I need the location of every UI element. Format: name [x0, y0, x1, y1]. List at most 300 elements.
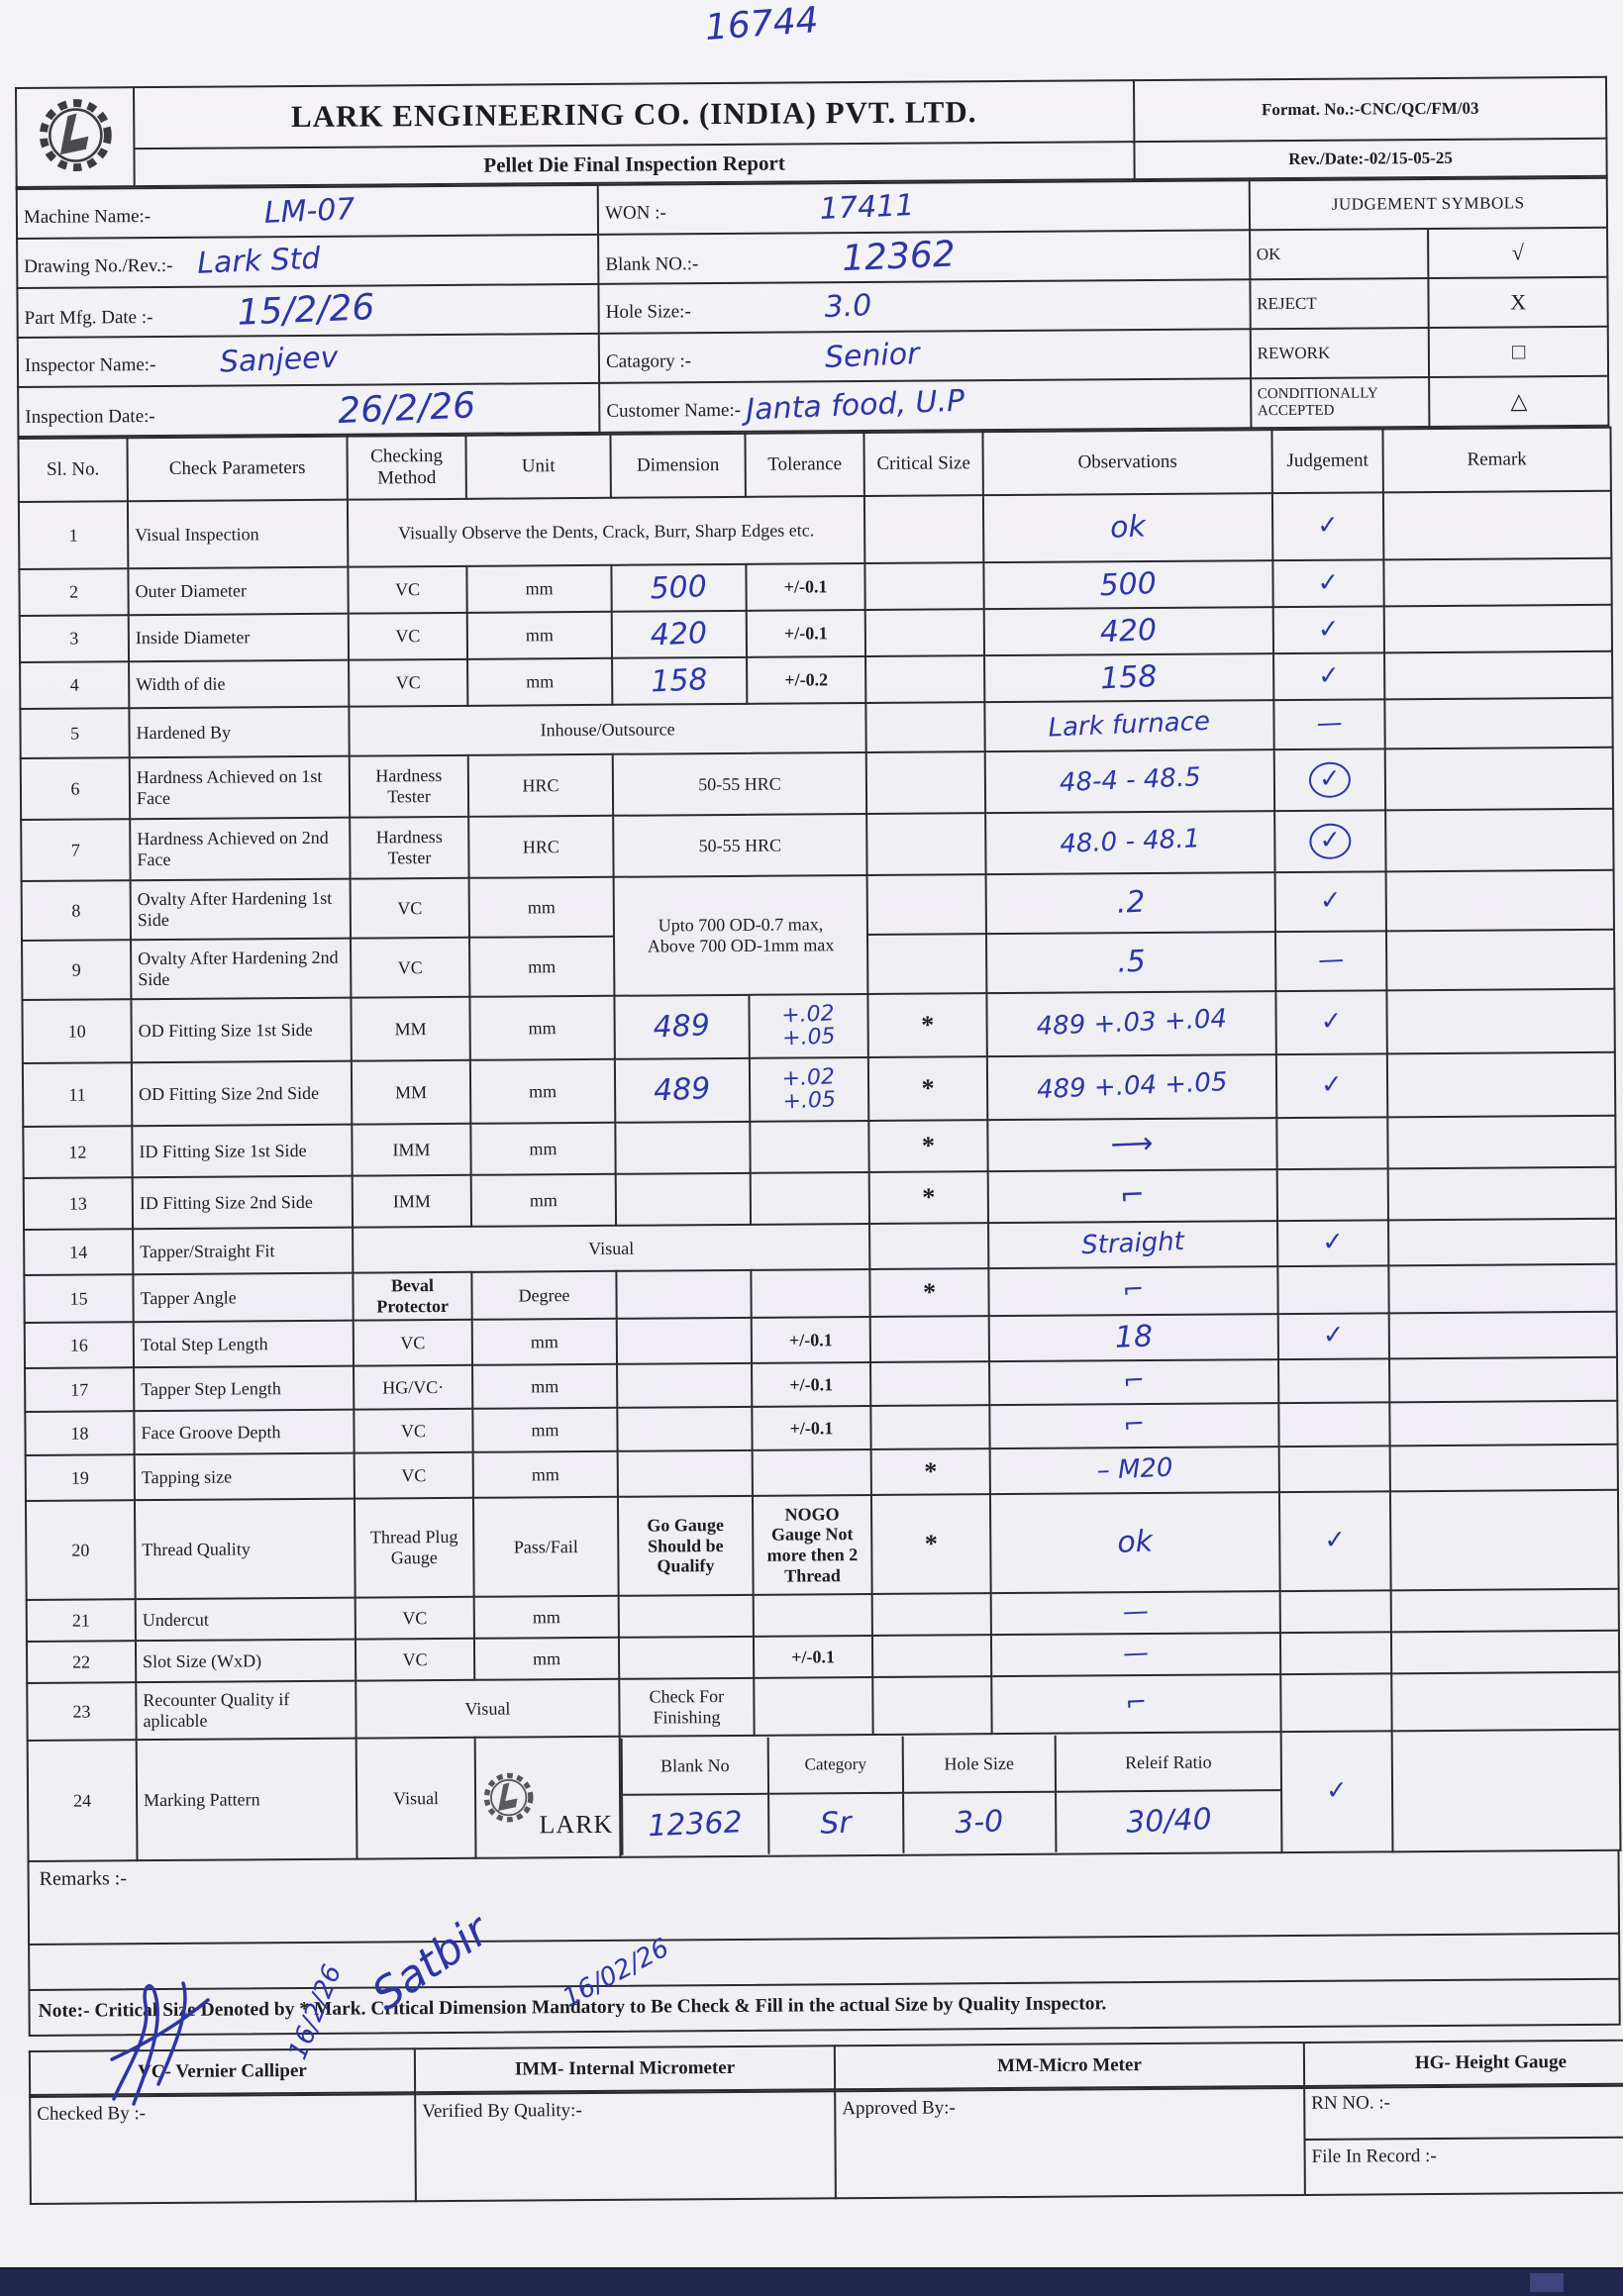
observation-cell: 500	[983, 560, 1272, 609]
dimension-cell	[619, 1637, 754, 1679]
remark-cell	[1386, 870, 1614, 932]
category-label: Catagory :-	[606, 350, 692, 373]
judgement-ok-symbol: √	[1428, 228, 1607, 278]
judgement-cell: ✓	[1272, 559, 1383, 607]
method-span-cell: Visually Observe the Dents, Crack, Burr, Sharp Edges etc.	[348, 496, 864, 567]
observation-cell: ⟶	[987, 1118, 1276, 1171]
tolerance-cell	[751, 1269, 869, 1318]
sl-no-cell: 3	[20, 615, 129, 662]
critical-cell: *	[869, 1268, 988, 1317]
tolerance-cell: +/-0.1	[752, 1406, 870, 1450]
observation-cell: 420	[984, 607, 1273, 655]
category-value: Senior	[824, 337, 921, 376]
remark-cell	[1386, 989, 1614, 1054]
judgement-cell: —	[1275, 931, 1386, 991]
critical-cell: *	[868, 1120, 987, 1172]
won-value: 17411	[818, 188, 915, 228]
sl-no-cell: 16	[25, 1322, 134, 1368]
param-cell: Face Groove Depth	[134, 1410, 354, 1455]
dimension-tolerance-span-cell: Upto 700 OD-0.7 max, Above 700 OD-1mm max	[614, 875, 868, 996]
remark-cell	[1390, 1490, 1619, 1591]
critical-cell: *	[868, 1056, 987, 1121]
tolerance-cell	[754, 1594, 872, 1637]
checked-by-signature	[104, 1960, 349, 2120]
legend-hg: HG- Height Gauge	[1304, 2040, 1623, 2086]
unit-cell: mm	[472, 1319, 617, 1365]
sl-no-cell: 5	[20, 708, 129, 758]
judgement-cell: ✓	[1281, 1731, 1393, 1852]
param-cell: ID Fitting Size 2nd Side	[133, 1176, 353, 1230]
dimension-tolerance-cell: 50-55 HRC	[613, 752, 866, 816]
param-cell: Undercut	[136, 1598, 355, 1642]
observation-cell: ⌐	[988, 1169, 1277, 1223]
dimension-cell	[616, 1270, 751, 1319]
critical-cell	[872, 1593, 991, 1636]
inspection-form	[15, 76, 1622, 2205]
dimension-cell	[617, 1363, 752, 1408]
dimension-cell	[617, 1318, 752, 1364]
param-cell: Inside Diameter	[129, 614, 349, 662]
marking-logo-cell	[475, 1737, 621, 1858]
remark-cell	[1385, 748, 1613, 811]
critical-cell	[870, 1316, 989, 1362]
sl-no-cell: 20	[26, 1500, 136, 1600]
header-band	[15, 76, 1608, 188]
legend-imm: IMM- Internal Micrometer	[415, 2046, 835, 2092]
remark-cell	[1388, 1219, 1616, 1266]
remark-cell	[1386, 930, 1614, 991]
scan-edge-bar	[0, 2267, 1623, 2296]
unit-cell: mm	[471, 1174, 616, 1227]
sl-no-cell: 19	[26, 1454, 135, 1501]
method-cell: VC	[355, 1639, 474, 1681]
remark-cell	[1387, 1052, 1615, 1118]
critical-cell	[867, 874, 986, 935]
dimension-cell: 489	[614, 995, 749, 1059]
observation-cell: ok	[990, 1492, 1280, 1593]
info-grid	[16, 177, 1610, 438]
method-cell: VC	[351, 938, 469, 998]
param-cell: Tapper Angle	[133, 1273, 353, 1323]
col-critical-size: Critical Size	[863, 432, 982, 496]
approved-by-cell	[835, 2088, 1305, 2198]
marking-hole-size-header: Hole Size	[902, 1736, 1056, 1793]
unit-cell: mm	[467, 658, 612, 706]
sl-no-cell: 10	[22, 999, 131, 1063]
method-cell: VC	[355, 1452, 473, 1499]
observation-cell: Straight	[988, 1221, 1277, 1268]
col-unit: Unit	[465, 435, 610, 499]
tolerance-cell	[753, 1449, 871, 1496]
mfg-date-field	[17, 284, 598, 338]
param-cell: Tapper Step Length	[134, 1366, 354, 1412]
file-in-record-label: File In Record :-	[1311, 2146, 1437, 2167]
judgement-symbols-title: JUDGEMENT SYMBOLS	[1249, 178, 1607, 231]
observation-cell: ok	[983, 493, 1272, 562]
observation-cell: .2	[986, 872, 1275, 934]
observation-cell: Lark furnace	[984, 700, 1273, 751]
critical-cell	[870, 1405, 989, 1449]
marking-blank-no-value: 12362	[622, 1794, 768, 1855]
tolerance-cell	[750, 1121, 868, 1173]
observation-cell: – M20	[990, 1447, 1279, 1494]
col-sl-no: Sl. No.	[18, 438, 127, 502]
tolerance-cell: +/-0.1	[752, 1317, 870, 1363]
param-cell: OD Fitting Size 1st Side	[131, 998, 351, 1063]
judgement-cell: ✓	[1277, 1220, 1388, 1266]
critical-cell	[864, 562, 983, 610]
remark-cell	[1387, 1116, 1615, 1169]
method-cell: Beval Protector	[353, 1272, 471, 1321]
legend-mm: MM-Micro Meter	[835, 2043, 1304, 2089]
unit-cell: mm	[473, 1451, 618, 1498]
observation-cell: 489 +.04 +.05	[987, 1054, 1276, 1120]
remark-cell	[1388, 1167, 1616, 1221]
drawing-field	[17, 235, 598, 288]
method-span-cell: Visual	[353, 1224, 869, 1273]
judgement-cell: ✓	[1279, 1491, 1391, 1591]
inspector-field	[18, 334, 599, 387]
observation-cell: ⌐	[989, 1359, 1278, 1405]
marking-releif-ratio-header: Releif Ratio	[1056, 1734, 1280, 1792]
customer-label: Customer Name:-	[606, 400, 742, 423]
hole-size-value: 3.0	[823, 288, 872, 326]
table-row	[26, 1490, 1619, 1600]
checked-by-date: 16/2/26	[282, 1960, 349, 2064]
remark-cell	[1383, 491, 1611, 560]
critical-cell	[869, 1223, 988, 1269]
note-text: Note:- Critical Size Denoted by * Mark. Critical Dimension Mandatory to Be Check & Fill in the actual Size by Quality Inspector.	[28, 1978, 1620, 2037]
method-cell: Visual	[356, 1738, 476, 1859]
unit-cell: mm	[470, 1123, 615, 1175]
method-span-cell: Inhouse/Outsource	[349, 703, 865, 756]
observation-cell: 48.0 - 48.1	[985, 811, 1274, 874]
critical-cell: *	[871, 1494, 991, 1594]
judgement-cell	[1280, 1590, 1391, 1633]
col-check-parameters: Check Parameters	[127, 437, 347, 502]
method-cell: Thread Plug Gauge	[355, 1498, 474, 1598]
observation-cell: .5	[986, 932, 1275, 993]
scan-edge-notch	[1530, 2273, 1564, 2292]
method-cell: VC	[354, 1320, 472, 1366]
method-unit-span-cell: Visual	[355, 1679, 619, 1739]
judgement-cell: ✓	[1274, 749, 1385, 811]
remarks-section	[28, 1851, 1621, 1946]
method-cell: MM	[351, 997, 469, 1061]
unit-cell: mm	[470, 1059, 615, 1124]
table-header-row	[18, 428, 1610, 502]
remark-cell	[1390, 1445, 1618, 1492]
param-cell: Hardened By	[129, 707, 349, 758]
param-cell: Hardness Achieved on 2nd Face	[130, 818, 350, 881]
inspection-date-label: Inspection Date:-	[25, 406, 155, 429]
tolerance-cell	[754, 1677, 872, 1736]
critical-cell	[872, 1676, 991, 1735]
sl-no-cell: 8	[22, 880, 131, 941]
verified-by-date: 16/02/26	[558, 1933, 675, 2014]
dimension-cell: 489	[615, 1058, 750, 1123]
method-cell: VC	[348, 566, 466, 614]
lark-gear-stamp-icon	[482, 1754, 536, 1840]
mfg-date-label: Part Mfg. Date :-	[24, 307, 153, 330]
sl-no-cell: 18	[25, 1411, 134, 1455]
tolerance-cell: NOGO Gauge Not more then 2 Thread	[753, 1495, 872, 1595]
param-cell: Slot Size (WxD)	[136, 1640, 355, 1683]
col-tolerance: Tolerance	[745, 433, 863, 497]
remark-cell	[1388, 1264, 1616, 1314]
judgement-cell	[1280, 1632, 1391, 1674]
blank-no-label: Blank NO.:-	[605, 253, 699, 275]
judgement-cell: ✓	[1273, 652, 1384, 700]
judgement-cell	[1278, 1402, 1389, 1447]
machine-name-field	[17, 185, 598, 239]
unit-cell: HRC	[468, 754, 613, 817]
verified-by-label: Verified By Quality:-	[422, 2100, 582, 2123]
sl-no-cell: 6	[21, 757, 130, 820]
judgement-reject-symbol: X	[1429, 277, 1608, 328]
observation-cell: 18	[989, 1314, 1278, 1361]
unit-cell: mm	[474, 1638, 619, 1680]
marking-releif-ratio-value: 30/40	[1056, 1790, 1280, 1852]
observation-cell: 158	[984, 653, 1273, 702]
param-cell: Width of die	[129, 660, 349, 709]
observation-cell: ⌐	[989, 1403, 1278, 1448]
legend-vc: VC- Vernier Calliper	[30, 2048, 415, 2095]
verified-by-cell	[415, 2091, 836, 2201]
method-cell: VC	[349, 659, 467, 707]
sl-no-cell: 7	[21, 819, 130, 881]
sl-no-cell: 14	[24, 1229, 133, 1275]
remark-cell	[1391, 1631, 1619, 1674]
judgement-cell	[1280, 1673, 1391, 1732]
method-cell: VC	[351, 878, 469, 939]
dimension-cell	[615, 1122, 750, 1174]
unit-cell: Pass/Fail	[473, 1497, 619, 1597]
customer-field	[599, 378, 1251, 433]
judgement-ok-label: OK	[1250, 229, 1429, 279]
customer-value: Janta food, U.P	[745, 383, 965, 428]
unit-cell: mm	[467, 612, 612, 659]
method-cell: VC	[354, 1409, 472, 1453]
table-row	[21, 809, 1613, 881]
observation-cell: —	[991, 1591, 1280, 1635]
dimension-cell	[616, 1173, 751, 1226]
sl-no-cell: 21	[27, 1599, 136, 1642]
param-cell: Ovalty After Hardening 1st Side	[131, 879, 351, 941]
rn-no-label: RN NO. :-	[1305, 2086, 1623, 2141]
unit-cell: mm	[474, 1596, 619, 1639]
method-cell: Hardness Tester	[350, 755, 468, 818]
blank-no-field	[598, 230, 1250, 284]
blank-no-value: 12362	[841, 234, 957, 280]
method-cell: IMM	[353, 1175, 471, 1228]
critical-cell: *	[867, 993, 986, 1057]
won-label: WON :-	[604, 202, 666, 225]
machine-name-label: Machine Name:-	[23, 206, 152, 229]
inspector-signature: Sanjeev	[219, 340, 340, 380]
judgement-cell	[1278, 1358, 1389, 1403]
inspection-table	[17, 427, 1621, 1862]
judgement-reject-label: REJECT	[1250, 278, 1429, 329]
tolerance-cell: +/-0.1	[754, 1636, 872, 1678]
dimension-tolerance-cell: 50-55 HRC	[613, 814, 866, 877]
dimension-cell	[618, 1450, 753, 1497]
verified-by-signature	[362, 1905, 675, 2021]
judgement-cell: ✓	[1275, 990, 1386, 1054]
dimension-cell: 158	[612, 657, 747, 705]
param-cell: ID Fitting Size 1st Side	[132, 1125, 352, 1178]
critical-cell	[867, 934, 986, 994]
param-cell: OD Fitting Size 2nd Side	[132, 1061, 352, 1127]
critical-cell	[866, 813, 985, 875]
observation-cell: ⌐	[991, 1674, 1280, 1734]
tolerance-cell: +/-0.1	[746, 563, 864, 611]
tolerance-cell	[751, 1172, 869, 1225]
unit-cell: mm	[469, 877, 614, 938]
dimension-cell	[619, 1595, 754, 1638]
inspector-label: Inspector Name:-	[24, 354, 156, 377]
checked-by-label: Checked By :-	[37, 2103, 147, 2125]
rev-date: Rev./Date:-02/15-05-25	[1134, 139, 1606, 179]
tolerance-cell: +.02 +.05	[750, 1057, 868, 1122]
method-cell: IMM	[352, 1124, 470, 1176]
unit-cell: mm	[469, 937, 614, 997]
sl-no-cell: 12	[23, 1126, 132, 1178]
judgement-cell: ✓	[1275, 871, 1386, 932]
drawing-label: Drawing No./Rev.:-	[24, 255, 173, 278]
judgement-rework-symbol: □	[1429, 327, 1608, 377]
observation-cell: —	[991, 1633, 1280, 1676]
method-cell: VC	[355, 1597, 474, 1640]
tolerance-cell: +/-0.1	[747, 610, 865, 657]
unit-cell: HRC	[468, 816, 613, 878]
sl-no-cell: 24	[28, 1740, 138, 1861]
method-cell: Hardness Tester	[350, 817, 468, 879]
param-cell: Ovalty After Hardening 2nd Side	[131, 939, 351, 1000]
machine-name-value: LM-07	[263, 192, 356, 232]
marking-blank-no-header: Blank No	[622, 1738, 768, 1795]
table-row	[21, 748, 1613, 820]
remark-cell	[1391, 1589, 1619, 1633]
inspection-date-value: 26/2/26	[337, 385, 476, 433]
table-row	[23, 1052, 1615, 1127]
unit-cell: mm	[472, 1408, 617, 1452]
marking-category-value: Sr	[768, 1793, 903, 1854]
signature-scribble-icon	[104, 1965, 223, 2114]
col-judgement: Judgement	[1271, 429, 1382, 493]
critical-cell: *	[871, 1448, 990, 1495]
sl-no-cell: 1	[19, 501, 128, 569]
sl-no-cell: 4	[20, 661, 129, 709]
param-cell: Thread Quality	[135, 1499, 355, 1600]
corner-serial-number: 16744	[703, 0, 820, 49]
critical-cell	[865, 655, 984, 703]
sl-no-cell: 23	[27, 1682, 136, 1741]
remark-cell	[1385, 809, 1613, 872]
tolerance-cell: +/-0.2	[747, 656, 865, 704]
table-row	[19, 491, 1611, 569]
lark-stamp-text: LARK	[539, 1809, 614, 1840]
table-row	[22, 989, 1614, 1063]
remark-cell	[1389, 1312, 1617, 1359]
sl-no-cell: 11	[23, 1062, 132, 1127]
judgement-cell: ✓	[1276, 1053, 1387, 1118]
table-row	[22, 870, 1614, 941]
param-cell: Marking Pattern	[137, 1739, 357, 1861]
mfg-date-value: 15/2/26	[236, 287, 375, 334]
judgement-cell: ✓	[1274, 810, 1385, 872]
method-cell: HG/VC·	[354, 1365, 472, 1410]
judgement-cell	[1279, 1446, 1390, 1492]
sl-no-cell: 22	[27, 1641, 136, 1683]
col-checking-method: Checking Method	[347, 436, 465, 500]
remark-cell	[1384, 651, 1612, 700]
remark-cell	[1384, 698, 1612, 749]
critical-cell	[865, 609, 984, 656]
judgement-conditional-label: CONDITIONALLY ACCEPTED	[1251, 377, 1430, 428]
remark-cell	[1384, 605, 1612, 653]
remark-cell	[1392, 1730, 1621, 1852]
marking-hole-size-value: 3-0	[903, 1792, 1057, 1853]
category-field	[599, 329, 1251, 383]
judgement-cell: ✓	[1273, 606, 1384, 653]
method-cell: VC	[349, 613, 467, 660]
critical-cell	[866, 751, 985, 814]
company-logo-cell	[16, 87, 135, 187]
observation-cell: 489 +.03 +.04	[986, 991, 1275, 1056]
unit-cell: mm	[472, 1364, 617, 1409]
sl-no-cell: 17	[25, 1367, 134, 1412]
judgement-cell	[1276, 1117, 1387, 1169]
sl-no-cell: 2	[19, 568, 128, 616]
param-cell: Visual Inspection	[128, 500, 348, 569]
remark-cell	[1389, 1357, 1617, 1403]
judgement-cell: ✓	[1272, 492, 1383, 560]
judgement-cell: —	[1273, 699, 1384, 749]
judgement-cell	[1277, 1168, 1388, 1221]
dimension-cell: 420	[612, 611, 747, 658]
approved-by-label: Approved By:-	[842, 2097, 956, 2120]
judgement-conditional-symbol: △	[1429, 376, 1608, 427]
col-remark: Remark	[1382, 428, 1610, 493]
col-dimension: Dimension	[610, 434, 745, 498]
critical-cell	[870, 1361, 989, 1406]
sl-no-cell: 9	[22, 940, 131, 1000]
dimension-cell: Check For Finishing	[619, 1678, 754, 1737]
tolerance-cell: +/-0.1	[752, 1362, 870, 1407]
marking-subtable	[621, 1734, 1281, 1855]
record-cells	[1304, 2085, 1623, 2195]
inspection-date-field	[18, 383, 599, 437]
param-cell: Tapping size	[135, 1453, 355, 1501]
param-cell: Recounter Quality if aplicable	[136, 1681, 355, 1741]
drawing-value: Lark Std	[196, 241, 322, 282]
critical-cell: *	[869, 1171, 988, 1224]
sl-no-cell: 13	[24, 1177, 133, 1230]
won-field	[598, 180, 1250, 235]
tolerance-cell: +.02 +.05	[749, 994, 867, 1058]
report-title: Pellet Die Final Inspection Report	[134, 142, 1134, 186]
company-name: LARK ENGINEERING CO. (INDIA) PVT. LTD.	[134, 80, 1134, 149]
table-row	[28, 1730, 1621, 1861]
judgement-cell: ✓	[1278, 1313, 1389, 1359]
remark-cell	[1391, 1672, 1619, 1732]
critical-cell	[865, 702, 984, 752]
verified-by-name: Satbir	[362, 1905, 498, 2021]
method-cell: MM	[352, 1060, 470, 1125]
param-cell: Tapper/Straight Fit	[133, 1228, 353, 1275]
lark-gear-logo-icon	[37, 96, 115, 174]
